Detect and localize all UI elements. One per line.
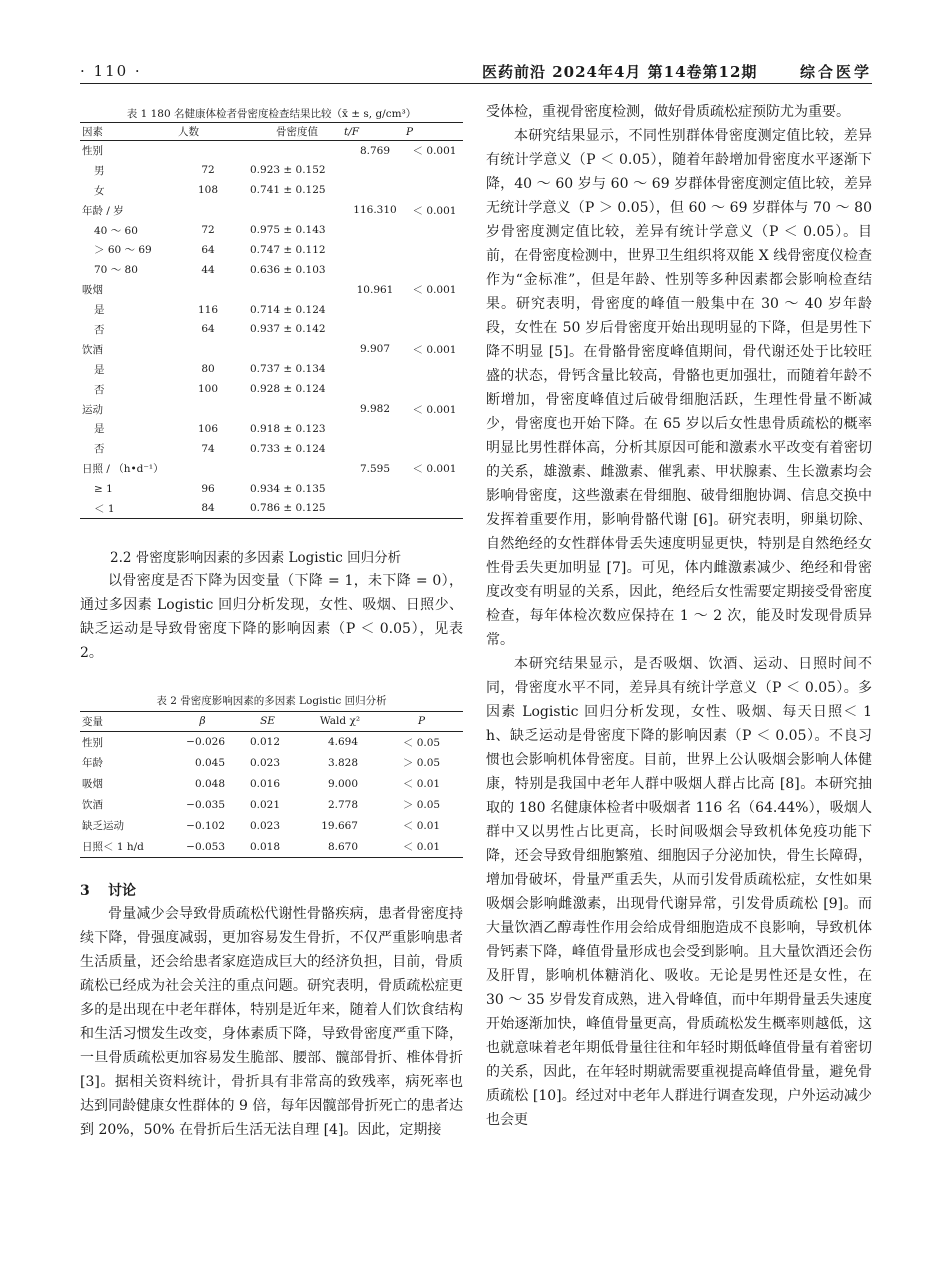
table1-cell-bmd: 0.928 ± 0.124 (250, 383, 326, 396)
table1-cell-p (406, 439, 463, 459)
table1-header-stat: t/F (344, 123, 406, 141)
subsection-paragraph: 以骨密度是否下降为因变量（下降 = 1，未下降 = 0），通过多因素 Logistic 回归分析发现，女性、吸烟、日照少、缺乏运动是导致骨密度下降的影响因素（P ＜ 0.05），见表 2。 (80, 572, 463, 661)
table1-cell-bmd: 0.937 ± 0.142 (250, 323, 326, 336)
table1-cell-bmd: 0.737 ± 0.134 (250, 363, 326, 376)
table2-cell-beta: −0.102 (186, 819, 225, 832)
table1-cell-stat: 10.961 (356, 283, 394, 296)
table1-cell-stat (344, 220, 406, 240)
page-number: · 110 · (80, 62, 142, 80)
table1-cell-n: 106 (197, 422, 219, 435)
table2-header-beta: β (170, 711, 235, 731)
table1-cell-p (406, 180, 463, 200)
table1-cell-n: 72 (201, 224, 215, 236)
table1-row (80, 220, 463, 240)
table1-row (80, 479, 463, 499)
table2-row (80, 794, 463, 815)
table1-cell-n: 116 (197, 303, 219, 316)
table1-cell-n: 108 (197, 184, 219, 197)
table1-row (80, 459, 463, 479)
table2-header-row (80, 711, 463, 731)
table2-body (80, 731, 463, 857)
left-column (80, 100, 463, 1142)
table1-cell-p (406, 260, 463, 280)
table1-cell-stat (344, 300, 406, 320)
table2-cell-wald: 19.667 (321, 819, 358, 832)
table1-cell-n (178, 141, 238, 161)
table1-cell-p (406, 160, 463, 180)
table2-cell-se: 0.021 (249, 798, 280, 811)
table1-cell-p: ＜ 0.001 (412, 343, 457, 356)
journal-section: 综合医学 (799, 63, 872, 81)
table1-row (80, 339, 463, 359)
table2-cell-p: ＞ 0.05 (402, 757, 441, 770)
table1-cell-n: 80 (201, 363, 215, 376)
table1-row (80, 379, 463, 399)
table2-cell-wald: 2.778 (327, 798, 358, 811)
table1-cell-stat (344, 260, 406, 280)
table2-row (80, 815, 463, 836)
table1-cell-stat (344, 180, 406, 200)
table1-cell-bmd: 0.923 ± 0.152 (250, 164, 326, 177)
table1-cell-p (406, 359, 463, 379)
table1-cell-bmd: 0.786 ± 0.125 (238, 499, 344, 519)
table1-cell-bmd (238, 200, 344, 220)
table1-cell-p: ＜ 0.001 (412, 403, 457, 416)
table1-header-p: P (406, 123, 463, 141)
table1-cell-p (406, 240, 463, 260)
table1-cell-stat (344, 160, 406, 180)
table2-cell-se: 0.018 (235, 836, 300, 857)
table1-header-row (80, 123, 463, 141)
table2-cell-beta: 0.045 (194, 756, 225, 769)
table1-cell-n: 64 (201, 243, 215, 256)
table2-cell-wald: 4.694 (327, 736, 358, 749)
table1-cell-n (178, 459, 238, 479)
table1-body (80, 141, 463, 519)
table1-cell-stat (344, 479, 406, 499)
table2-cell-se: 0.023 (249, 756, 280, 769)
table1-cell-p (406, 220, 463, 240)
table2-row (80, 752, 463, 773)
table1-cell-stat: 9.982 (359, 403, 391, 416)
table2-row (80, 731, 463, 752)
table2-cell-var: 缺乏运动 (82, 820, 124, 833)
table2-row (80, 773, 463, 794)
table1-cell-stat (344, 439, 406, 459)
subsection-heading: 2.2 骨密度影响因素的多因素 Logistic 回归分析 (110, 549, 402, 566)
table1-row (80, 399, 463, 419)
table1-cell-factor: 否 (94, 323, 105, 336)
table2 (80, 711, 463, 858)
table1-cell-n: 72 (201, 164, 215, 177)
table2-cell-se: 0.016 (249, 777, 280, 790)
table1-cell-bmd: 0.975 ± 0.143 (250, 224, 326, 236)
table1-cell-stat (344, 359, 406, 379)
section-title: 讨论 (108, 882, 136, 899)
table2-cell-beta: −0.053 (170, 836, 235, 857)
table1-cell-bmd (238, 459, 344, 479)
table2-caption: 表 2 骨密度影响因素的多因素 Logistic 回归分析 (156, 694, 387, 707)
table1-cell-n (178, 339, 238, 359)
page-header (80, 58, 872, 84)
table2-cell-wald: 8.670 (300, 836, 380, 857)
table1-cell-factor: 吸烟 (82, 284, 103, 297)
table1-cell-bmd: 0.741 ± 0.125 (250, 184, 326, 197)
table1-cell-stat (344, 499, 406, 519)
table1-row (80, 240, 463, 260)
table1-cell-p (406, 419, 463, 439)
table2-cell-beta: −0.026 (186, 736, 225, 749)
table1-row (80, 419, 463, 439)
table2-cell-p: ＜ 0.01 (380, 836, 463, 857)
table2-cell-wald: 9.000 (327, 777, 358, 790)
table1-cell-factor: 男 (94, 164, 105, 177)
table1-row (80, 359, 463, 379)
table1-cell-stat: 7.595 (359, 462, 391, 475)
table1-cell-factor: 40 ～ 60 (94, 224, 138, 237)
table1-cell-bmd (238, 399, 344, 419)
right-paragraph-3: 本研究结果显示，是否吸烟、饮酒、运动、日照时间不同，骨密度水平不同，差异具有统计学意义（P ＜ 0.05）。多因素 Logistic 回归分析发现，女性、吸烟、每天日照＜ 1 h、缺乏运动是骨密度下降的影响因素（P ＜ 0.05）。不良习惯也会影响机体骨密度。目前，世界上公认吸烟会影响人体健康，特别是我国中老年人群中吸烟人群占比高 [8]。本研究抽取的 180 名健康体检者中吸烟者 116 名（64.44%），吸烟人群中又以男性占比更高，长时间吸烟会导致机体免疫功能下降，还会导致骨细胞繁殖、细胞因子分泌加快，骨生长障碍，增加骨破坏，骨量严重丢失，从而引发骨质疏松症，女性如果吸烟会影响雌激素，出现骨代谢异常，引发骨质疏松 [9]。而大量饮酒乙醇毒性作用会给成骨细胞造成不良影响，导致机体骨钙素下降，峰值骨量形成也会受到影响。且大量饮酒还会伤及肝胃，影响机体糖消化、吸收。无论是男性还是女性，在 30 ～ 35 岁骨发育成熟，进入骨峰值，而中年期骨量丢失速度开始逐渐加快，峰值骨量更高，骨质疏松发生概率则越低，这也就意味着老年期低骨量往往和年轻时期低峰值骨量有着密切的关系，因此，在年轻时期就需要重视提高峰值骨量，避免骨质疏松 [10]。经过对中老年人群进行调查发现，户外运动减少也会更 (486, 656, 872, 1128)
table1-row (80, 200, 463, 220)
table1-row (80, 260, 463, 280)
table1-cell-bmd (238, 280, 344, 300)
table1-row (80, 280, 463, 300)
table1-cell-factor: 女 (94, 184, 105, 197)
table1-cell-p (406, 499, 463, 519)
discussion-paragraph-1: 骨量减少会导致骨质疏松代谢性骨骼疾病，患者骨密度持续下降，骨强度减弱，更加容易发生骨折，不仅严重影响患者生活质量，还会给患者家庭造成巨大的经济负担，目前，骨质疏松已经成为社会关注的重点问题。研究表明，骨质疏松症更多的是出现在中老年群体，特别是近年来，随着人们饮食结构和生活习惯发生改变，身体素质下降，导致骨密度严重下降，一旦骨质疏松更加容易发生脆部、腰部、髋部骨折、椎体骨折 [3]。据相关资料统计，骨折具有非常高的致残率，病死率也达到同龄健康女性群体的 9 倍，每年因髋部骨折死亡的患者达到 20%，50% 在骨折后生活无法自理 [4]。因此，定期接 (80, 905, 463, 1138)
table2-cell-se: 0.023 (249, 819, 280, 832)
table1-cell-factor: 否 (94, 443, 105, 456)
table2-header-p: P (380, 711, 463, 731)
table2-cell-var: 饮酒 (82, 799, 103, 812)
table1-cell-bmd: 0.934 ± 0.135 (250, 482, 326, 495)
table1-cell-factor: 运动 (82, 403, 103, 416)
table1-cell-p (406, 379, 463, 399)
table2-cell-p: ＜ 0.05 (402, 736, 441, 749)
section-number: 3 (80, 882, 90, 899)
table2-cell-se: 0.012 (249, 736, 280, 749)
table1-cell-factor: 是 (94, 304, 105, 317)
table1-cell-n: 64 (201, 323, 215, 336)
table1-cell-bmd: 0.918 ± 0.123 (250, 422, 326, 435)
table1-cell-factor: ＜ 1 (80, 499, 178, 519)
table1-row (80, 300, 463, 320)
table1-cell-stat: 8.769 (359, 144, 391, 157)
table1-cell-bmd (238, 339, 344, 359)
table2-header-se: SE (235, 711, 300, 731)
table1-cell-factor: 饮酒 (82, 343, 103, 356)
table2-cell-beta: −0.035 (186, 798, 225, 811)
table1-header-factor: 因素 (80, 123, 178, 141)
table1-cell-bmd: 0.636 ± 0.103 (250, 263, 326, 276)
table1-row (80, 499, 463, 519)
table1-cell-factor: 年龄 / 岁 (82, 204, 124, 217)
table1-cell-p: ＜ 0.001 (412, 145, 457, 158)
table1-cell-n: 96 (201, 482, 215, 495)
table1-cell-p (406, 300, 463, 320)
table1-cell-stat (344, 320, 406, 340)
right-paragraph-1: 受体检，重视骨密度检测，做好骨质疏松症预防尤为重要。 (486, 104, 850, 120)
table2-row (80, 836, 463, 857)
table2-cell-p: ＜ 0.01 (402, 778, 441, 791)
table1-row (80, 320, 463, 340)
table2-cell-var: 日照＜ 1 h/d (80, 836, 170, 857)
table1 (80, 122, 463, 519)
table1-cell-n: 100 (197, 383, 219, 396)
table2-cell-var: 年龄 (82, 757, 103, 770)
table1-cell-n (178, 399, 238, 419)
table2-cell-var: 吸烟 (82, 778, 103, 791)
table1-cell-stat (344, 379, 406, 399)
table1-cell-bmd: 0.747 ± 0.112 (250, 243, 326, 256)
right-column (486, 100, 872, 1132)
table1-cell-stat: 116.310 (353, 204, 397, 217)
table1-row (80, 439, 463, 459)
right-paragraph-2: 本研究结果显示，不同性别群体骨密度测定值比较，差异有统计学意义（P ＜ 0.05），随着年龄增加骨密度水平逐渐下降，40 ～ 60 岁与 60 ～ 69 岁群体骨密度测定值比较，差异无统计学意义（P ＞ 0.05），但 60 ～ 69 岁群体与 70 ～ 80 岁骨密度测定值比较，差异有统计学意义（P ＜ 0.05）。目前，在骨密度检测中，世界卫生组织将双能 X 线骨密度仪检查作为“金标准”，但是年龄、性别等多种因素都会影响检查结果。研究表明，骨密度的峰值一般集中在 30 ～ 40 岁年龄段，女性在 50 岁后骨密度开始出现明显的下降，但是男性下降不明显 [5]。在骨骼骨密度峰值期间，骨代谢还处于比较旺盛的状态，骨钙含量比较高，骨骼也更加强壮，而随着年龄不断增加，骨密度峰值过后破骨细胞活跃，生理性骨量不断减少，骨密度也开始下降。在 65 岁以后女性患骨质疏松的概率明显比男性群体高，分析其原因可能和激素水平改变有着密切的关系，雄激素、雌激素、催乳素、甲状腺素、生长激素均会影响骨密度，这些激素在骨细胞、破骨细胞协调、信息交换中发挥着重要作用，影响骨骼代谢 [6]。研究表明，卵巢切除、自然绝经的女性群体骨丢失速度明显更快，特别是自然绝经女性骨丢失更加明显 [7]。可见，体内雌激素减少、绝经和骨密度改变有明显的关系，因此，绝经后女性需要定期接受骨密度检查，每年体检次数应保持在 1 ～ 2 次，能及时发现骨质异常。 (486, 128, 872, 648)
table1-cell-p: ＜ 0.001 (412, 284, 457, 297)
table1-cell-n (178, 200, 238, 220)
journal-info: 医药前沿 2024年4月 第14卷第12期 (482, 63, 758, 81)
table1-cell-p: ＜ 0.001 (412, 463, 457, 476)
table1-cell-stat: 9.907 (359, 343, 391, 356)
table1-cell-factor: 70 ～ 80 (94, 264, 138, 277)
table1-cell-bmd: 0.733 ± 0.124 (250, 442, 326, 455)
table1-cell-n (178, 280, 238, 300)
table1-cell-factor: 是 (94, 423, 105, 436)
table2-cell-p: ＜ 0.01 (402, 820, 441, 833)
table1-row (80, 160, 463, 180)
table1-cell-p: ＜ 0.001 (412, 204, 457, 217)
table2-cell-p: ＞ 0.05 (402, 799, 441, 812)
table1-row (80, 180, 463, 200)
table1-row (80, 141, 463, 161)
table1-cell-bmd (238, 141, 344, 161)
table2-cell-wald: 3.828 (327, 756, 358, 769)
table1-cell-p (406, 479, 463, 499)
table1-cell-n: 84 (178, 499, 238, 519)
table1-cell-factor: 是 (94, 363, 105, 376)
table1-cell-stat (344, 240, 406, 260)
table1-cell-factor: ＞ 60 ～ 69 (94, 244, 152, 257)
table2-header-wald: Wald χ² (300, 711, 380, 731)
table1-cell-factor: 性别 (82, 145, 103, 158)
table1-cell-factor: 否 (94, 383, 105, 396)
table1-cell-stat (344, 419, 406, 439)
table1-cell-factor: ≥ 1 (94, 482, 113, 495)
table1-cell-factor: 日照 / （h•d⁻¹） (82, 463, 164, 476)
table1-header-bmd: 骨密度值 (238, 123, 344, 141)
section-heading (80, 880, 463, 902)
table1-cell-n: 74 (201, 442, 215, 455)
table2-cell-beta: 0.048 (194, 777, 225, 790)
table1-cell-p (406, 320, 463, 340)
table2-cell-var: 性别 (82, 736, 103, 749)
table1-cell-n: 44 (201, 263, 215, 276)
table1-header-n: 人数 (178, 123, 238, 141)
table2-header-var: 变量 (80, 711, 170, 731)
table1-cell-bmd: 0.714 ± 0.124 (250, 303, 326, 316)
table1-caption: 表 1 180 名健康体检者骨密度检查结果比较（x̄ ± s, g/cm³） (126, 108, 417, 120)
